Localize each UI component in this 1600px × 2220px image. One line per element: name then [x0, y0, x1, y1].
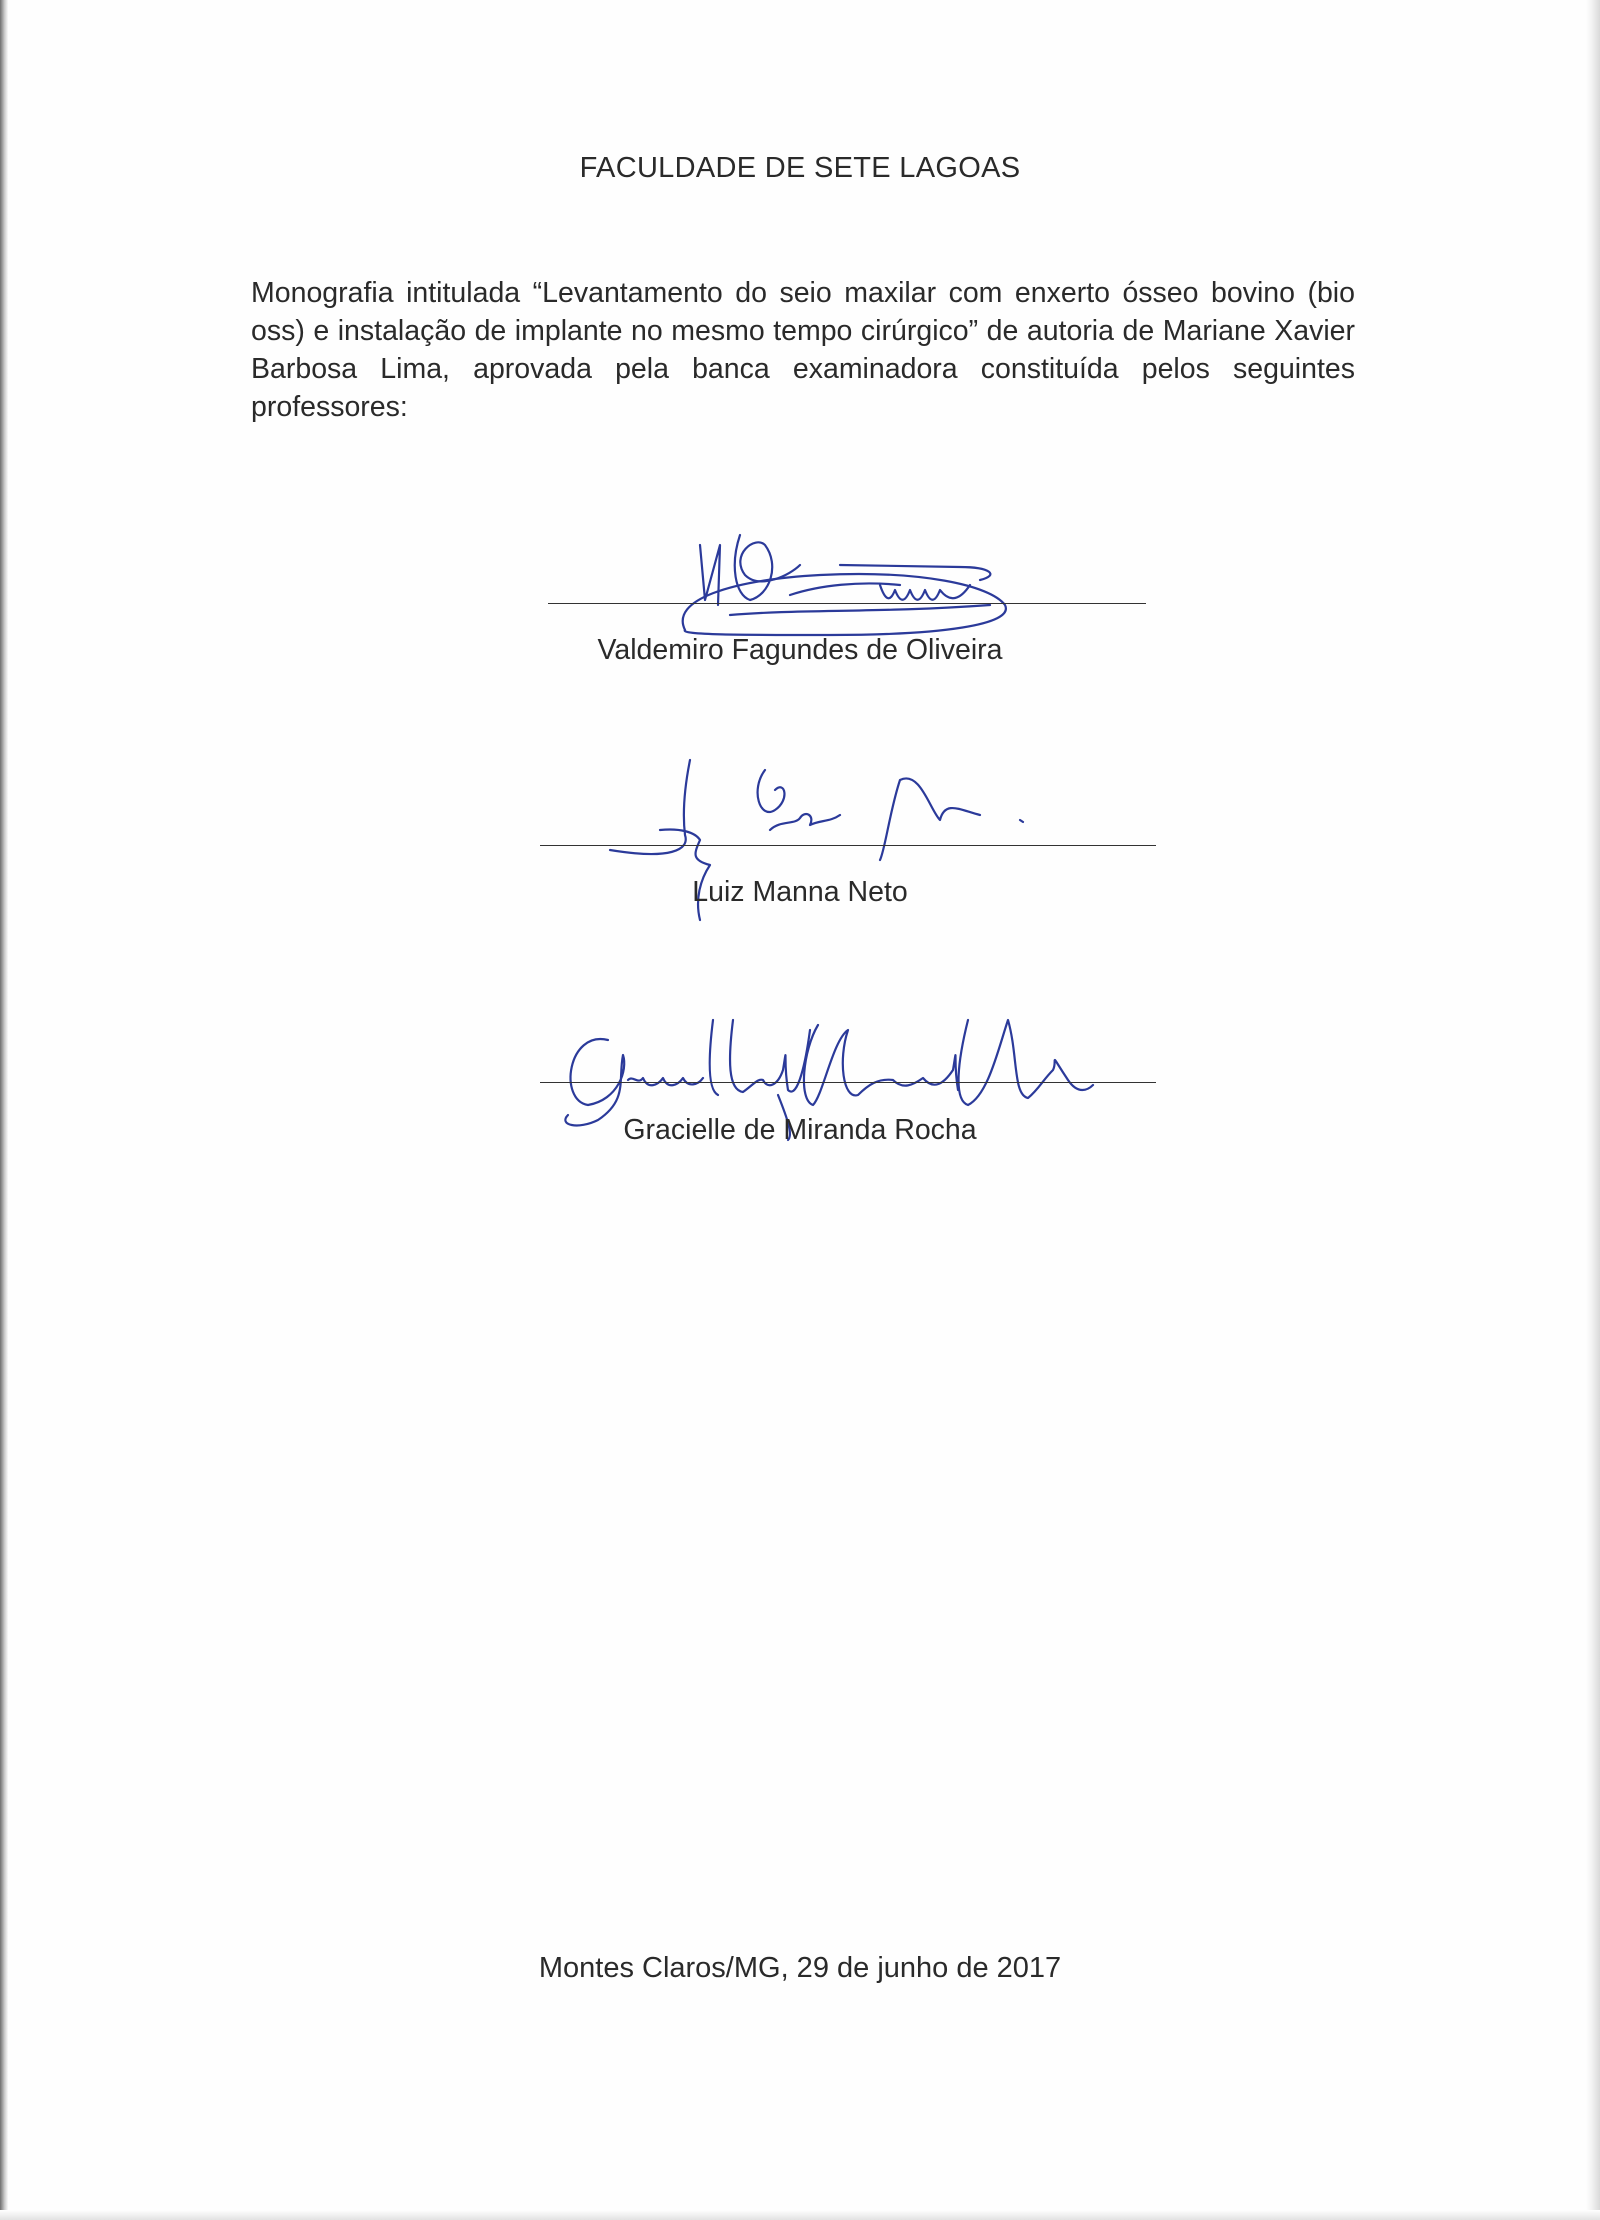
scan-edge-left	[0, 0, 8, 2220]
approval-statement: Monografia intitulada “Levantamento do seio maxilar com enxerto ósseo bovino (bio oss) e instalação de implante no mesmo tempo cirúrgico” de autoria de Mariane Xavier Barbosa Lima, aprovada pela banca examinadora constituída pelos seguintes professores:	[251, 277, 1355, 423]
place-and-date: Montes Claros/MG, 29 de junho de 2017	[538, 1952, 1062, 1984]
signature-line	[540, 1082, 1156, 1083]
signature-line	[540, 845, 1156, 846]
signature-line	[548, 603, 1146, 604]
scan-edge-right	[1586, 0, 1600, 2220]
institution-title: FACULDADE DE SETE LAGOAS	[579, 152, 1021, 184]
examiner-name: Valdemiro Fagundes de Oliveira	[597, 634, 1003, 666]
examiner-name: Luiz Manna Neto	[692, 876, 908, 908]
scan-edge-bottom	[0, 2210, 1600, 2220]
examiner-name: Gracielle de Miranda Rocha	[623, 1114, 977, 1146]
